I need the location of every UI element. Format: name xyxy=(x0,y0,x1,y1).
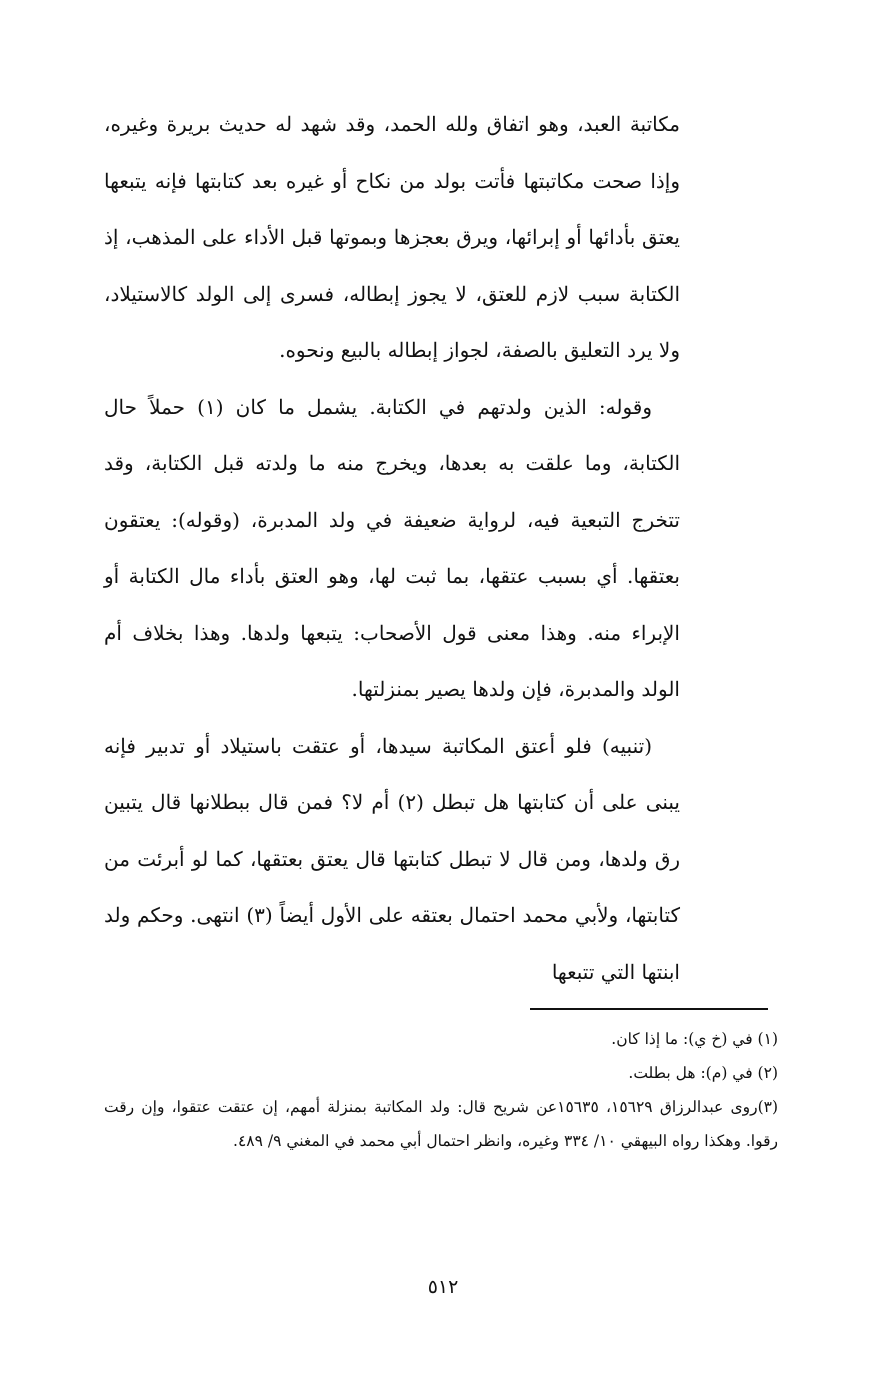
paragraph-1: مكاتبة العبد، وهو اتفاق ولله الحمد، وقد شهد له حديث بريرة وغيره، وإذا صحت مكاتبتها فأتت بولد من نكاح أو غيره بعد كتابتها فإنه يتبعها يعتق بأدائها أو إبرائها، ويرق بعجزها وبموتها قبل الأداء على المذهب، إذ الكتابة سبب لازم للعتق، لا يجوز إبطاله، فسرى إلى الولد كالاستيلاد، ولا يرد التعليق بالصفة، لجواز إبطاله بالبيع ونحوه. xyxy=(104,112,680,362)
page-number: ٥١٢ xyxy=(427,1276,459,1298)
footnote-3: (٣)روى عبدالرزاق ١٥٦٢٩، ١٥٦٣٥عن شريح قال: ولد المكاتبة بمنزلة أمهم، إن عتقت عتقوا، وإن رقت رقوا. وهكذا رواه البيهقي ١٠/ ٣٣٤ وغيره، وانظر احتمال أبي محمد في المغني ٩/ ٤٨٩. xyxy=(104,1098,779,1150)
main-text xyxy=(104,96,680,1000)
footnote-divider xyxy=(530,1008,768,1010)
footnote-1: (١) في (خ ي): ما إذا كان. xyxy=(611,1030,778,1048)
paragraph-2: وقوله: الذين ولدتهم في الكتابة. يشمل ما كان (١) حملاً حال الكتابة، وما علقت به بعدها، ويخرج منه ما ولدته قبل الكتابة، وقد تتخرج التبعية فيه، لرواية ضعيفة في ولد المدبرة، (وقوله): يعتقون بعتقها. أي بسبب عتقها، بما ثبت لها، وهو العتق بأداء مال الكتابة أو الإبراء منه. وهذا معنى قول الأصحاب: يتبعها ولدها. وهذا بخلاف أم الولد والمدبرة، فإن ولدها يصير بمنزلتها. xyxy=(104,394,680,701)
paragraph-3: (تنبيه) فلو أعتق المكاتبة سيدها، أو عتقت باستيلاد أو تدبير فإنه يبنى على أن كتابتها هل تبطل (٢) أم لا؟ فمن قال ببطلانها قال يتبين رق ولدها، ومن قال لا تبطل كتابتها قال يعتق بعتقها، كما لو أبرئت من كتابتها، ولأبي محمد احتمال بعتقه على الأول أيضاً (٣) انتهى. وحكم ولد ابنتها التي تتبعها xyxy=(104,733,681,984)
footnote-2: (٢) في (م): هل بطلت. xyxy=(628,1064,778,1082)
footnotes xyxy=(104,1022,778,1158)
